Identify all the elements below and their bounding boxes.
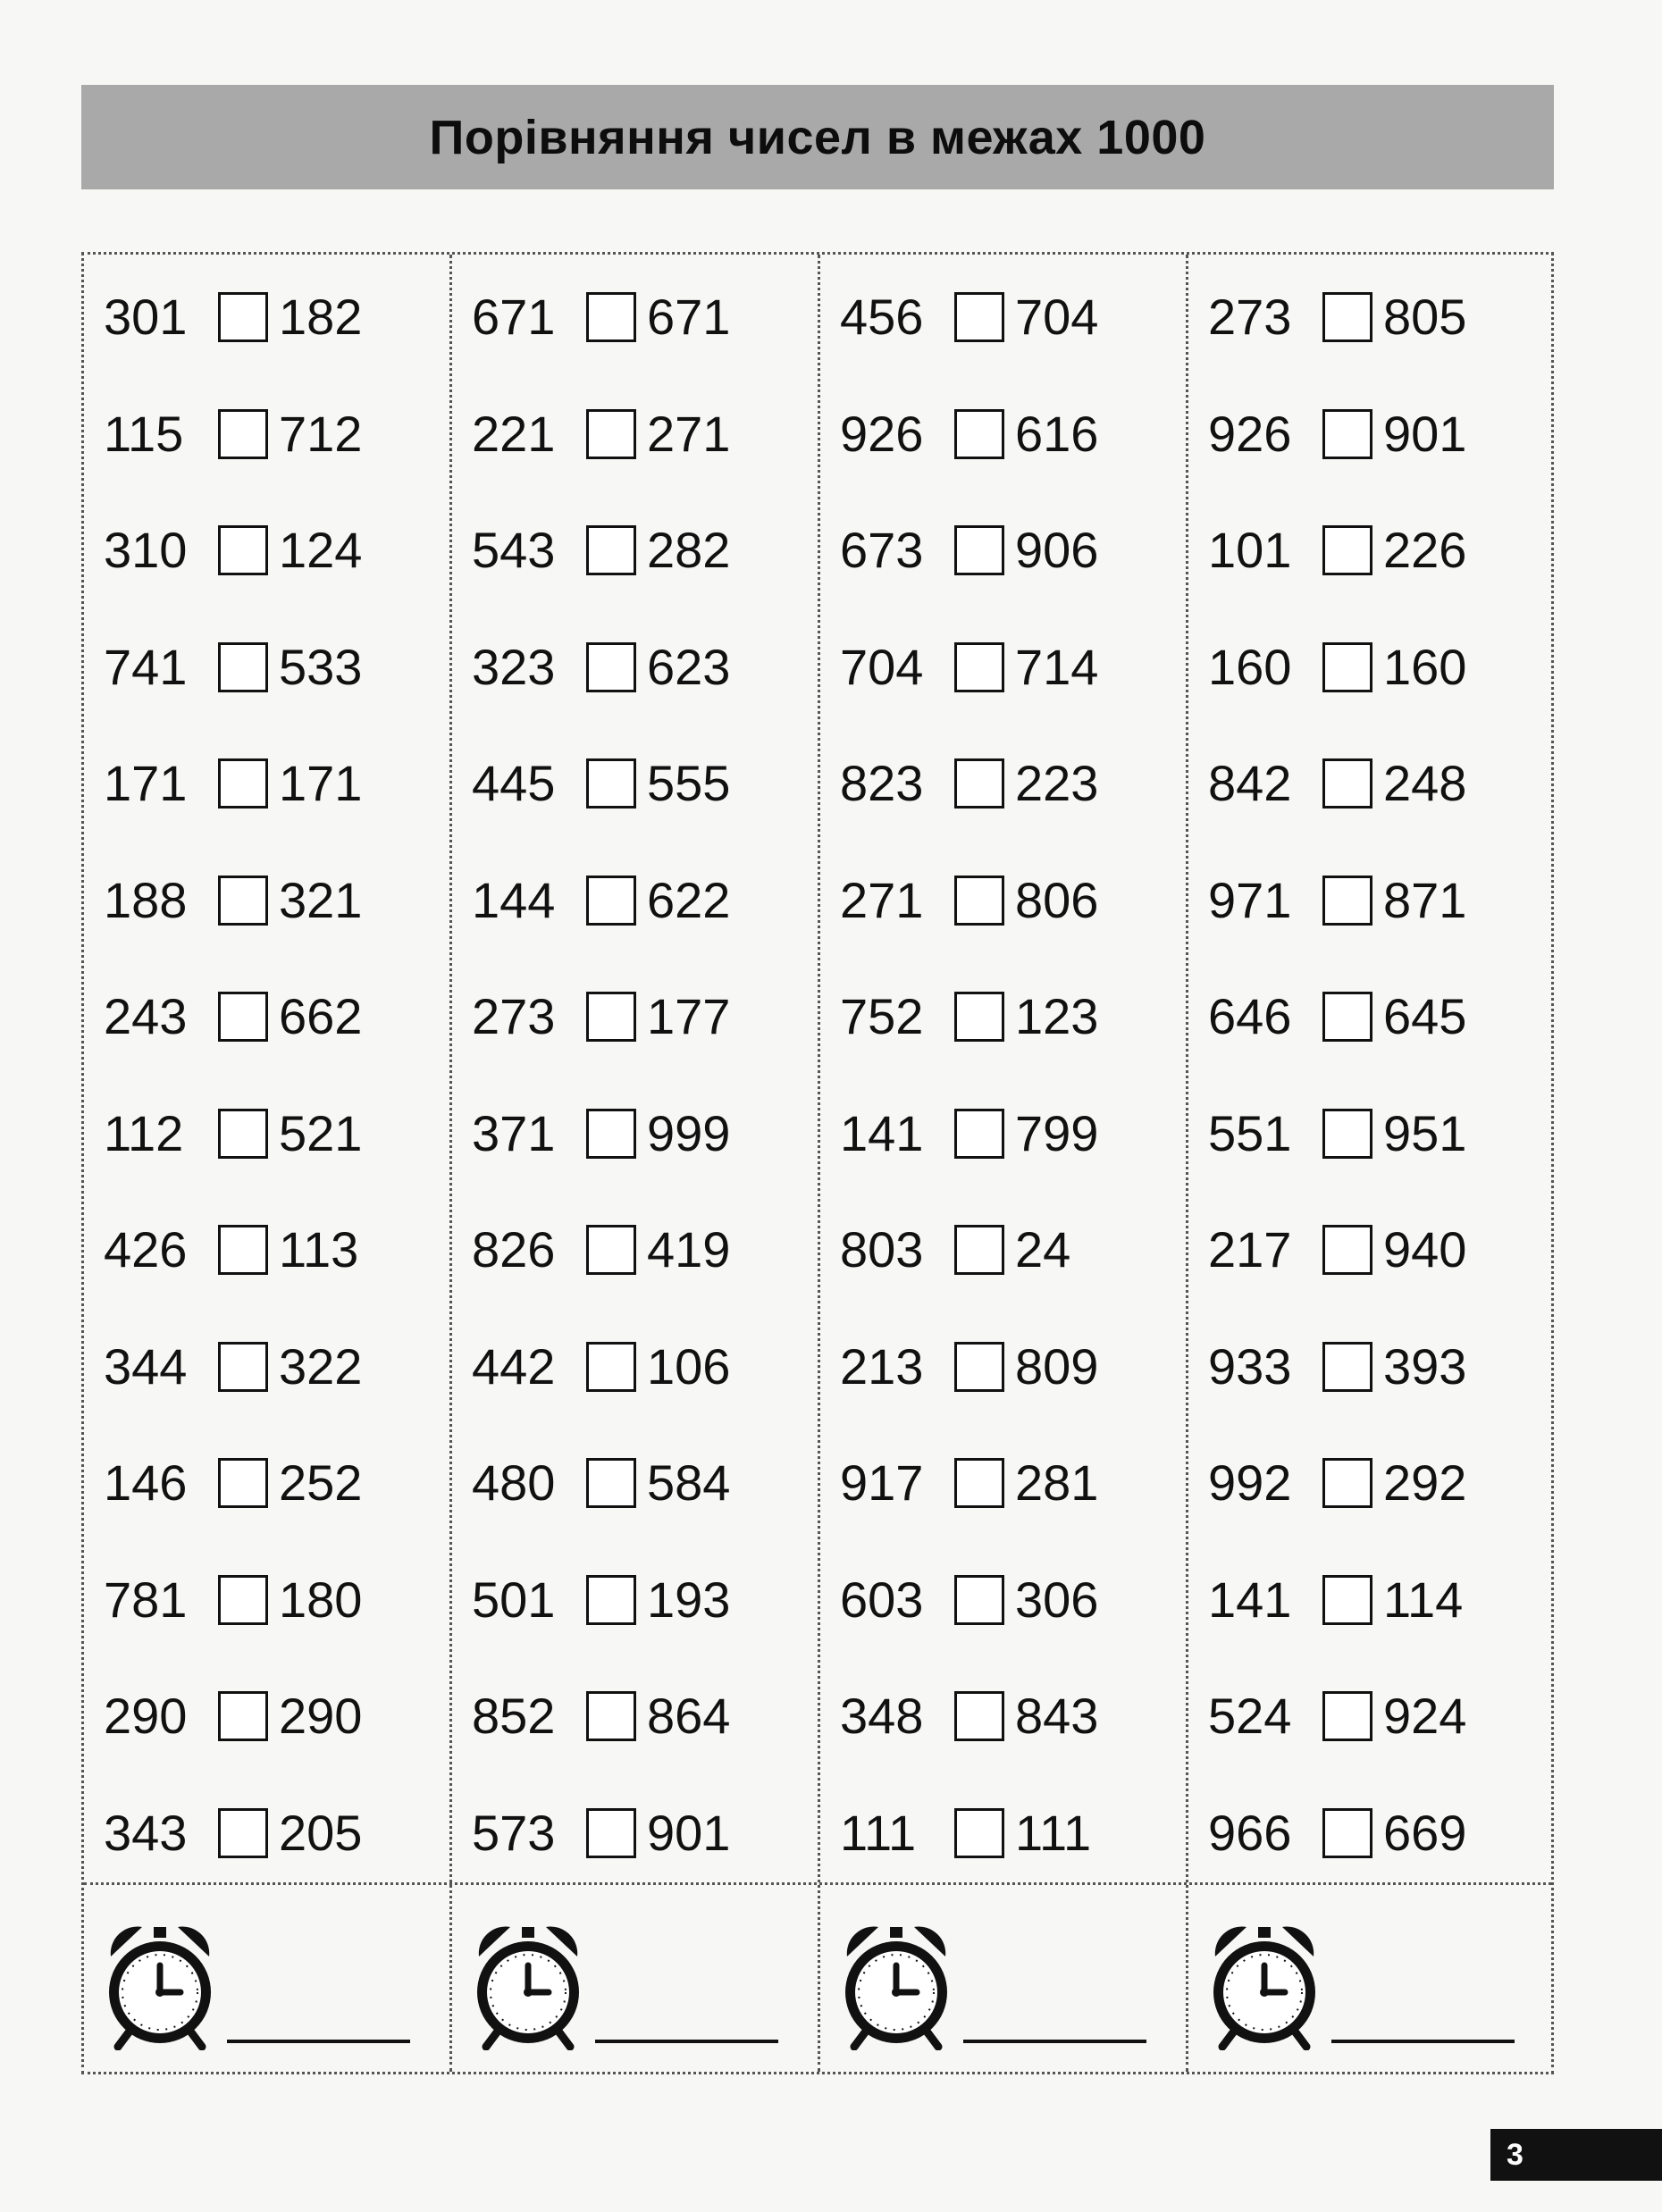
right-number: 252 <box>279 1454 363 1511</box>
comparison-item <box>840 748 1140 819</box>
comparison-box[interactable] <box>586 876 636 926</box>
left-number: 290 <box>104 1688 188 1744</box>
comparison-item <box>840 865 1140 936</box>
right-number: 123 <box>1015 988 1099 1044</box>
comparison-item <box>840 1797 1140 1869</box>
comparison-box[interactable] <box>218 1109 268 1159</box>
right-number: 182 <box>279 289 363 345</box>
right-number: 106 <box>647 1337 731 1395</box>
comparison-item <box>104 1797 404 1869</box>
left-number: 842 <box>1208 755 1292 811</box>
comparison-box[interactable] <box>954 1109 1004 1159</box>
left-number: 741 <box>104 638 188 695</box>
right-number: 584 <box>647 1454 731 1511</box>
timer-area <box>1188 1916 1546 2050</box>
comparison-item <box>104 632 404 703</box>
comparison-box[interactable] <box>1322 409 1372 459</box>
comparison-item <box>840 1098 1140 1169</box>
comparison-box[interactable] <box>586 292 636 342</box>
right-number: 901 <box>647 1804 731 1861</box>
right-number: 671 <box>647 289 731 345</box>
left-number: 271 <box>840 871 924 928</box>
comparison-box[interactable] <box>218 1458 268 1508</box>
comparison-box[interactable] <box>1322 1225 1372 1275</box>
left-number: 456 <box>840 289 924 345</box>
right-number: 645 <box>1383 988 1467 1044</box>
left-number: 917 <box>840 1454 924 1511</box>
right-number: 622 <box>647 871 731 928</box>
right-number: 306 <box>1015 1571 1099 1628</box>
comparison-box[interactable] <box>1322 292 1372 342</box>
left-number: 323 <box>472 638 556 695</box>
comparison-item <box>104 1680 404 1752</box>
page-title: Порівняння чисел в межах 1000 <box>429 110 1206 164</box>
comparison-item <box>840 281 1140 353</box>
left-number: 146 <box>104 1454 188 1511</box>
right-number: 24 <box>1015 1221 1071 1278</box>
comparison-item <box>1208 1331 1508 1403</box>
left-number: 826 <box>472 1221 556 1278</box>
comparison-item <box>1208 632 1508 703</box>
left-number: 671 <box>472 289 556 345</box>
comparison-box[interactable] <box>954 1342 1004 1392</box>
left-number: 933 <box>1208 1337 1292 1395</box>
comparison-item <box>472 632 772 703</box>
right-number: 616 <box>1015 405 1099 462</box>
comparison-item <box>1208 865 1508 936</box>
column-4 <box>1188 255 1557 2072</box>
left-number: 344 <box>104 1337 188 1395</box>
comparison-box[interactable] <box>954 1458 1004 1508</box>
left-number: 310 <box>104 522 188 578</box>
left-number: 426 <box>104 1221 188 1278</box>
comparison-item <box>472 1680 772 1752</box>
right-number: 806 <box>1015 871 1099 928</box>
time-answer-line[interactable] <box>595 2040 778 2043</box>
left-number: 371 <box>472 1104 556 1161</box>
comparison-item <box>1208 748 1508 819</box>
comparison-box[interactable] <box>586 1342 636 1392</box>
comparison-item <box>472 281 772 353</box>
comparison-box[interactable] <box>1322 1575 1372 1625</box>
time-answer-line[interactable] <box>227 2040 410 2043</box>
comparison-box[interactable] <box>954 1691 1004 1741</box>
comparison-item <box>840 1564 1140 1636</box>
left-number: 966 <box>1208 1804 1292 1861</box>
left-number: 160 <box>1208 638 1292 695</box>
right-number: 940 <box>1383 1221 1467 1278</box>
column-2 <box>452 255 820 2072</box>
left-number: 111 <box>840 1804 917 1861</box>
left-number: 171 <box>104 755 188 811</box>
right-number: 223 <box>1015 755 1099 811</box>
comparison-box[interactable] <box>954 525 1004 575</box>
comparison-box[interactable] <box>1322 642 1372 692</box>
comparison-box[interactable] <box>954 409 1004 459</box>
right-number: 111 <box>1015 1804 1092 1861</box>
comparison-item <box>1208 981 1508 1052</box>
comparison-item <box>1208 281 1508 353</box>
comparison-box[interactable] <box>586 758 636 809</box>
right-number: 292 <box>1383 1454 1467 1511</box>
left-number: 646 <box>1208 988 1292 1044</box>
comparison-item <box>1208 1564 1508 1636</box>
right-number: 712 <box>279 405 363 462</box>
comparison-item <box>104 1447 404 1519</box>
comparison-item <box>104 398 404 470</box>
right-number: 533 <box>279 638 363 695</box>
comparison-box[interactable] <box>218 1575 268 1625</box>
comparison-item <box>1208 1797 1508 1869</box>
comparison-item <box>472 398 772 470</box>
timer-area <box>820 1916 1178 2050</box>
comparison-box[interactable] <box>218 292 268 342</box>
comparison-box[interactable] <box>1322 758 1372 809</box>
right-number: 555 <box>647 755 731 811</box>
comparison-item <box>104 515 404 586</box>
left-number: 524 <box>1208 1688 1292 1744</box>
right-number: 271 <box>647 405 731 462</box>
time-answer-line[interactable] <box>963 2040 1146 2043</box>
right-number: 704 <box>1015 289 1099 345</box>
comparison-box[interactable] <box>586 1109 636 1159</box>
exercise-grid <box>81 252 1554 2074</box>
right-number: 205 <box>279 1804 363 1861</box>
comparison-item <box>472 1331 772 1403</box>
comparison-box[interactable] <box>218 1691 268 1741</box>
right-number: 160 <box>1383 638 1467 695</box>
comparison-box[interactable] <box>586 1691 636 1741</box>
left-number: 243 <box>104 988 188 1044</box>
left-number: 992 <box>1208 1454 1292 1511</box>
comparison-item <box>472 1797 772 1869</box>
left-number: 273 <box>1208 289 1292 345</box>
left-number: 752 <box>840 988 924 1044</box>
comparison-item <box>472 981 772 1052</box>
right-number: 669 <box>1383 1804 1467 1861</box>
right-number: 714 <box>1015 638 1099 695</box>
left-number: 926 <box>1208 405 1292 462</box>
comparison-box[interactable] <box>1322 1808 1372 1858</box>
left-number: 971 <box>1208 871 1292 928</box>
comparison-box[interactable] <box>218 758 268 809</box>
comparison-item <box>1208 515 1508 586</box>
alarm-clock-icon <box>838 1916 954 2050</box>
left-number: 823 <box>840 755 924 811</box>
left-number: 480 <box>472 1454 556 1511</box>
comparison-item <box>1208 1447 1508 1519</box>
comparison-box[interactable] <box>1322 1342 1372 1392</box>
comparison-box[interactable] <box>1322 992 1372 1042</box>
alarm-clock-icon <box>1206 1916 1322 2050</box>
right-number: 924 <box>1383 1688 1467 1744</box>
left-number: 213 <box>840 1337 924 1395</box>
comparison-box[interactable] <box>586 1225 636 1275</box>
right-number: 951 <box>1383 1104 1467 1161</box>
left-number: 144 <box>472 871 556 928</box>
left-number: 301 <box>104 289 188 345</box>
comparison-item <box>104 1098 404 1169</box>
left-number: 348 <box>840 1688 924 1744</box>
comparison-item <box>1208 1680 1508 1752</box>
left-number: 926 <box>840 405 924 462</box>
left-number: 551 <box>1208 1104 1292 1161</box>
comparison-box[interactable] <box>1322 525 1372 575</box>
right-number: 809 <box>1015 1337 1099 1395</box>
comparison-box[interactable] <box>218 409 268 459</box>
comparison-item <box>1208 398 1508 470</box>
left-number: 112 <box>104 1104 184 1161</box>
comparison-box[interactable] <box>954 876 1004 926</box>
comparison-box[interactable] <box>586 525 636 575</box>
comparison-box[interactable] <box>954 1225 1004 1275</box>
comparison-box[interactable] <box>586 992 636 1042</box>
comparison-item <box>840 1331 1140 1403</box>
comparison-box[interactable] <box>586 1458 636 1508</box>
comparison-box[interactable] <box>218 1342 268 1392</box>
left-number: 221 <box>472 405 556 462</box>
comparison-item <box>840 515 1140 586</box>
comparison-item <box>472 1214 772 1286</box>
left-number: 781 <box>104 1571 188 1628</box>
comparison-item <box>840 981 1140 1052</box>
comparison-item <box>472 865 772 936</box>
comparison-item <box>472 748 772 819</box>
left-number: 141 <box>1208 1571 1292 1628</box>
timer-area <box>452 1916 810 2050</box>
comparison-box[interactable] <box>218 525 268 575</box>
comparison-item <box>840 1680 1140 1752</box>
right-number: 906 <box>1015 522 1099 578</box>
right-number: 282 <box>647 522 731 578</box>
left-number: 101 <box>1208 522 1292 578</box>
comparison-box[interactable] <box>1322 1109 1372 1159</box>
left-number: 852 <box>472 1688 556 1744</box>
comparison-box[interactable] <box>218 1225 268 1275</box>
comparison-item <box>840 1447 1140 1519</box>
left-number: 704 <box>840 638 924 695</box>
right-number: 805 <box>1383 289 1467 345</box>
comparison-box[interactable] <box>954 758 1004 809</box>
comparison-box[interactable] <box>954 992 1004 1042</box>
comparison-item <box>472 1447 772 1519</box>
comparison-box[interactable] <box>954 642 1004 692</box>
comparison-item <box>1208 1098 1508 1169</box>
right-number: 114 <box>1383 1571 1464 1628</box>
comparison-item <box>1208 1214 1508 1286</box>
column-3 <box>820 255 1188 2072</box>
left-number: 445 <box>472 755 556 811</box>
column-1 <box>84 255 452 2072</box>
comparison-box[interactable] <box>586 1808 636 1858</box>
comparison-box[interactable] <box>586 409 636 459</box>
comparison-box[interactable] <box>218 642 268 692</box>
comparison-box[interactable] <box>218 876 268 926</box>
right-number: 901 <box>1383 405 1467 462</box>
left-number: 673 <box>840 522 924 578</box>
alarm-clock-icon <box>102 1916 218 2050</box>
left-number: 543 <box>472 522 556 578</box>
comparison-item <box>104 748 404 819</box>
timer-area <box>84 1916 441 2050</box>
comparison-item <box>104 1564 404 1636</box>
right-number: 321 <box>279 871 363 928</box>
left-number: 803 <box>840 1221 924 1278</box>
comparison-item <box>472 1564 772 1636</box>
comparison-box[interactable] <box>954 1575 1004 1625</box>
time-answer-line[interactable] <box>1331 2040 1515 2043</box>
right-number: 419 <box>647 1221 731 1278</box>
right-number: 864 <box>647 1688 731 1744</box>
left-number: 501 <box>472 1571 556 1628</box>
right-number: 124 <box>279 522 363 578</box>
right-number: 521 <box>279 1104 363 1161</box>
left-number: 115 <box>104 405 184 462</box>
title-bar <box>81 85 1554 189</box>
comparison-item <box>472 515 772 586</box>
comparison-box[interactable] <box>586 1575 636 1625</box>
right-number: 180 <box>279 1571 363 1628</box>
alarm-clock-icon <box>470 1916 586 2050</box>
right-number: 662 <box>279 988 363 1044</box>
right-number: 843 <box>1015 1688 1099 1744</box>
comparison-item <box>104 281 404 353</box>
right-number: 322 <box>279 1337 363 1395</box>
right-number: 393 <box>1383 1337 1467 1395</box>
right-number: 113 <box>279 1221 359 1278</box>
left-number: 343 <box>104 1804 188 1861</box>
comparison-box[interactable] <box>1322 1458 1372 1508</box>
right-number: 171 <box>279 755 363 811</box>
left-number: 188 <box>104 871 188 928</box>
left-number: 217 <box>1208 1221 1292 1278</box>
comparison-box[interactable] <box>218 992 268 1042</box>
comparison-box[interactable] <box>1322 876 1372 926</box>
right-number: 871 <box>1383 871 1467 928</box>
comparison-item <box>840 632 1140 703</box>
left-number: 603 <box>840 1571 924 1628</box>
page-number: 3 <box>1490 2129 1662 2181</box>
right-number: 799 <box>1015 1104 1099 1161</box>
comparison-box[interactable] <box>954 292 1004 342</box>
comparison-item <box>104 1214 404 1286</box>
comparison-box[interactable] <box>218 1808 268 1858</box>
right-number: 226 <box>1383 522 1467 578</box>
comparison-item <box>104 865 404 936</box>
comparison-item <box>104 1331 404 1403</box>
comparison-box[interactable] <box>954 1808 1004 1858</box>
left-number: 273 <box>472 988 556 1044</box>
left-number: 442 <box>472 1337 556 1395</box>
comparison-item <box>840 1214 1140 1286</box>
right-number: 177 <box>647 988 731 1044</box>
comparison-item <box>840 398 1140 470</box>
left-number: 573 <box>472 1804 556 1861</box>
right-number: 281 <box>1015 1454 1099 1511</box>
right-number: 248 <box>1383 755 1467 811</box>
comparison-box[interactable] <box>586 642 636 692</box>
right-number: 623 <box>647 638 731 695</box>
comparison-box[interactable] <box>1322 1691 1372 1741</box>
comparison-item <box>104 981 404 1052</box>
comparison-item <box>472 1098 772 1169</box>
right-number: 999 <box>647 1104 731 1161</box>
left-number: 141 <box>840 1104 924 1161</box>
right-number: 193 <box>647 1571 731 1628</box>
right-number: 290 <box>279 1688 363 1744</box>
